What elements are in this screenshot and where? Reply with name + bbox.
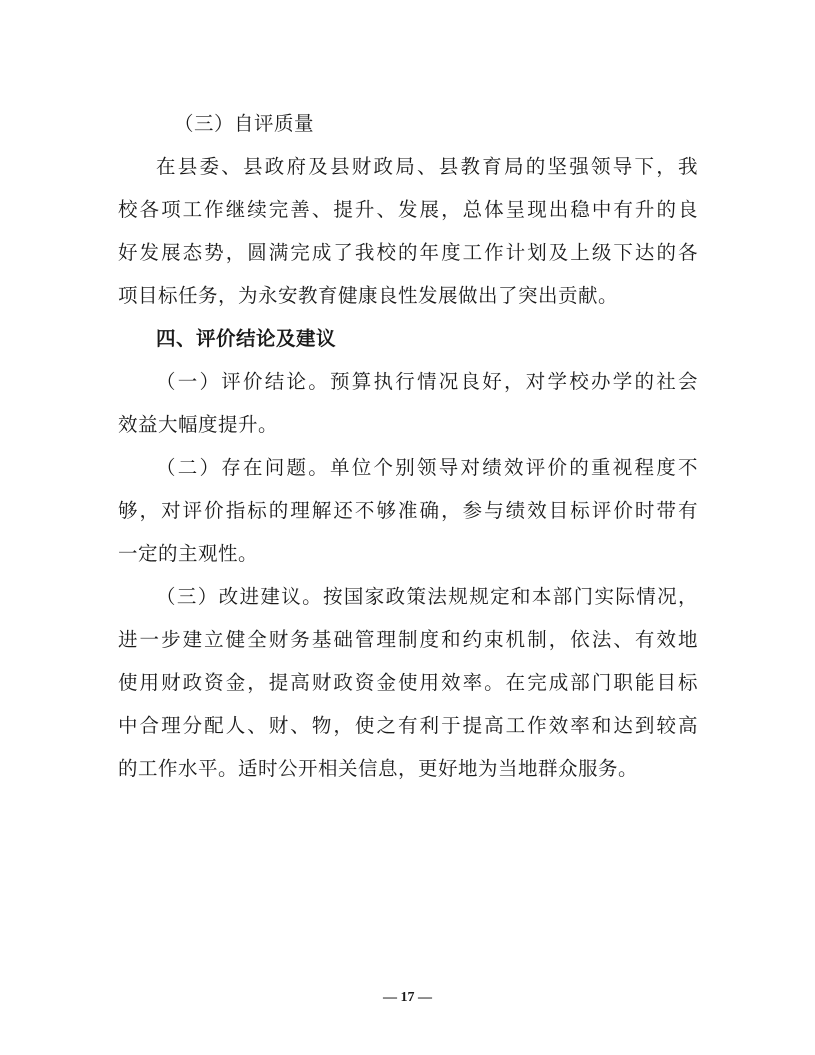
paragraph-line: 够，对评价指标的理解还不够准确，参与绩效目标评价时带有 <box>118 499 698 522</box>
paragraph-line: （三）改进建议。按国家政策法规规定和本部门实际情况， <box>156 585 698 608</box>
section-heading-conclusion: 四、评价结论及建议 <box>156 327 337 350</box>
paragraph-line: 使用财政资金，提高财政资金使用效率。在完成部门职能目标 <box>118 671 698 694</box>
paragraph-problems <box>118 446 698 575</box>
paragraph-line: 项目标任务，为永安教育健康良性发展做出了突出贡献。 <box>118 284 619 307</box>
paragraph-suggestions <box>118 575 698 790</box>
section-heading-self-evaluation: （三）自评质量 <box>174 112 315 135</box>
paragraph-line: 在县委、县政府及县财政局、县教育局的坚强领导下，我 <box>156 155 698 178</box>
paragraph-conclusion <box>118 360 698 446</box>
paragraph-line: 校各项工作继续完善、提升、发展，总体呈现出稳中有升的良 <box>118 198 698 221</box>
paragraph-line: （二）存在问题。单位个别领导对绩效评价的重视程度不 <box>156 456 698 479</box>
paragraph-line: 中合理分配人、财、物，使之有利于提高工作效率和达到较高 <box>118 714 698 737</box>
paragraph-line: 的工作水平。适时公开相关信息，更好地为当地群众服务。 <box>118 757 639 780</box>
page-number: — 17 — <box>383 990 432 1005</box>
paragraph-self-evaluation <box>118 145 698 317</box>
paragraph-line: 好发展态势，圆满完成了我校的年度工作计划及上级下达的各 <box>118 241 698 264</box>
paragraph-line: 进一步建立健全财务基础管理制度和约束机制，依法、有效地 <box>118 628 698 651</box>
paragraph-line: 效益大幅度提升。 <box>118 413 279 436</box>
paragraph-line: 一定的主观性。 <box>118 542 259 565</box>
paragraph-line: （一）评价结论。预算执行情况良好，对学校办学的社会 <box>156 370 698 393</box>
document-body <box>118 102 698 790</box>
